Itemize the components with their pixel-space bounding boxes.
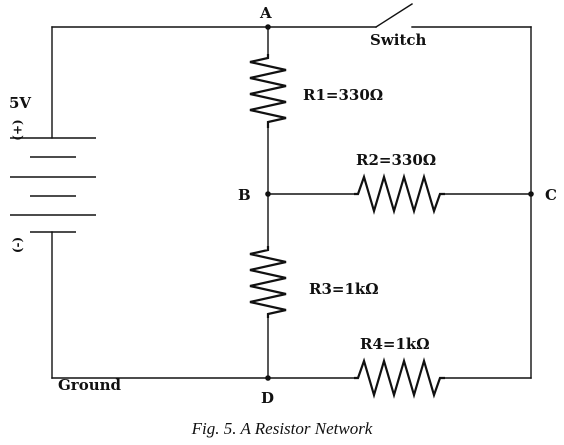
node-label-d: D [261,389,275,407]
battery-symbol [10,138,96,232]
switch-label: Switch [370,31,427,49]
figure-caption: Fig. 5. A Resistor Network [191,419,373,438]
junction-d [265,375,271,381]
resistor-r1 [250,54,286,128]
resistor-label-r4: R4=1kΩ [360,335,430,353]
positive-terminal-label: (+) [10,119,25,141]
switch-symbol [376,4,412,27]
resistor-r4 [354,361,445,395]
junction-c [528,191,534,197]
circuit-wires [52,27,531,378]
ground-label: Ground [58,376,122,394]
node-label-b: B [238,186,251,204]
junction-a [265,24,271,30]
node-label-a: A [260,4,272,22]
resistor-r2 [354,177,445,211]
resistor-r3 [250,246,286,318]
resistor-label-r1: R1=330Ω [303,86,384,104]
switch-blade [376,4,412,27]
junction-b [265,191,271,197]
negative-terminal-label: (-) [10,236,25,254]
resistor-label-r3: R3=1kΩ [309,280,379,298]
node-label-c: C [545,186,557,204]
voltage-label: 5V [9,94,32,112]
resistor-label-r2: R2=330Ω [356,151,437,169]
